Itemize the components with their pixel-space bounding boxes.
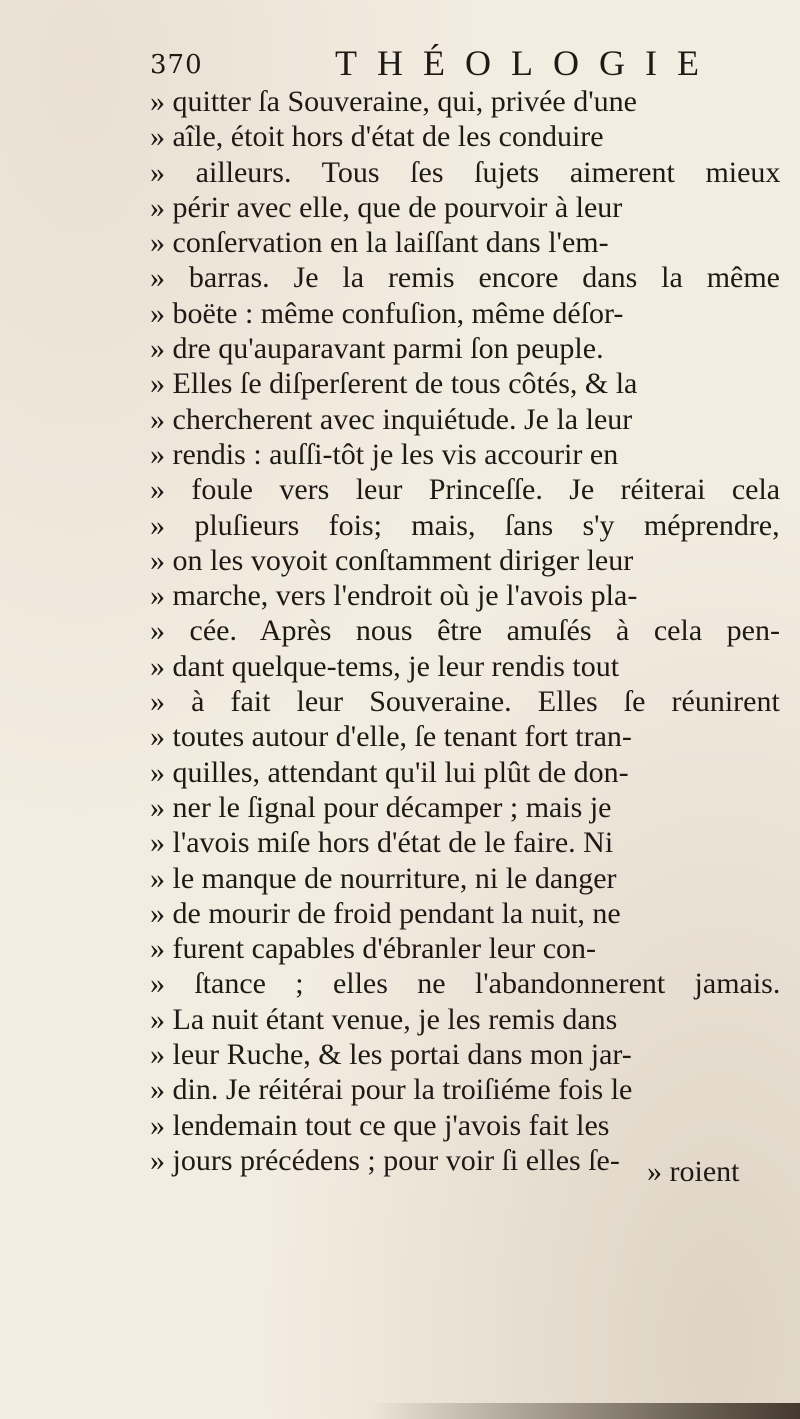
text-line: » quitter ſa Souveraine, qui, privée d'une [150,85,637,118]
text-line: » quilles, attendant qu'il lui plût de don- [150,755,629,789]
text-line: » marche, vers l'endroit où je l'avois pla- [150,579,638,613]
text-line: » cée. Après nous être amuſés à cela pen- [150,614,780,648]
text-line: » chercherent avec inquiétude. Je la leur [150,402,633,436]
running-head: THÉOLOGIE [335,43,719,83]
page-edge-shadow [370,1403,800,1419]
text-line: » l'avois miſe hors d'état de le faire. Ni [150,826,614,860]
text-line: » Elles ſe diſperſerent de tous côtés, & la [150,367,638,401]
page-header [150,42,770,82]
text-line: » à fait leur Souveraine. Elles ſe réunirent [150,685,780,719]
text-line: » aîle, étoit hors d'état de les conduire [150,120,604,154]
text-line: » ailleurs. Tous ſes ſujets aimerent mieux [150,155,781,189]
text-line: » lendemain tout ce que j'avois fait les [150,1108,610,1142]
text-line: » conſervation en la laiſſant dans l'em- [150,226,609,260]
page-number: 370 [150,50,203,80]
text-line: » dant quelque-tems, je leur rendis tout [150,649,620,683]
text-line: » ner le ſignal pour décamper ; mais je [150,790,612,824]
text-line: » toutes autour d'elle, ſe tenant fort tran- [150,720,632,754]
catchword: » roient [647,1155,740,1188]
text-line: » de mourir de froid pendant la nuit, ne [150,896,621,930]
body-text [150,84,780,1178]
text-line: » La nuit étant venue, je les remis dans [150,1002,618,1036]
text-line: » foule vers leur Princeſſe. Je réiterai cela [150,473,781,507]
text-line: » rendis : auſſi-tôt je les vis accourir en [150,437,619,471]
text-line: » leur Ruche, & les portai dans mon jar- [150,1038,632,1072]
text-line: » boëte : même confuſion, même déſor- [150,296,624,330]
text-line: » furent capables d'ébranler leur con- [150,932,597,966]
text-line: » din. Je réitérai pour la troiſiéme fois le [150,1073,633,1107]
text-line: » on les voyoit conſtamment diriger leur [150,543,634,577]
text-line: » périr avec elle, que de pourvoir à leur [150,190,623,224]
text-line: » le manque de nourriture, ni le danger [150,861,617,895]
text-line: » barras. Je la remis encore dans la même [150,261,780,295]
text-line: » ſtance ; elles ne l'abandonnerent jamais. [150,967,781,1001]
text-line: » dre qu'auparavant parmi ſon peuple. [150,332,604,366]
text-line: » pluſieurs fois; mais, ſans s'y méprendre, [150,508,780,542]
text-line: » jours précédens ; pour voir ſi elles ſe- [150,1143,620,1177]
